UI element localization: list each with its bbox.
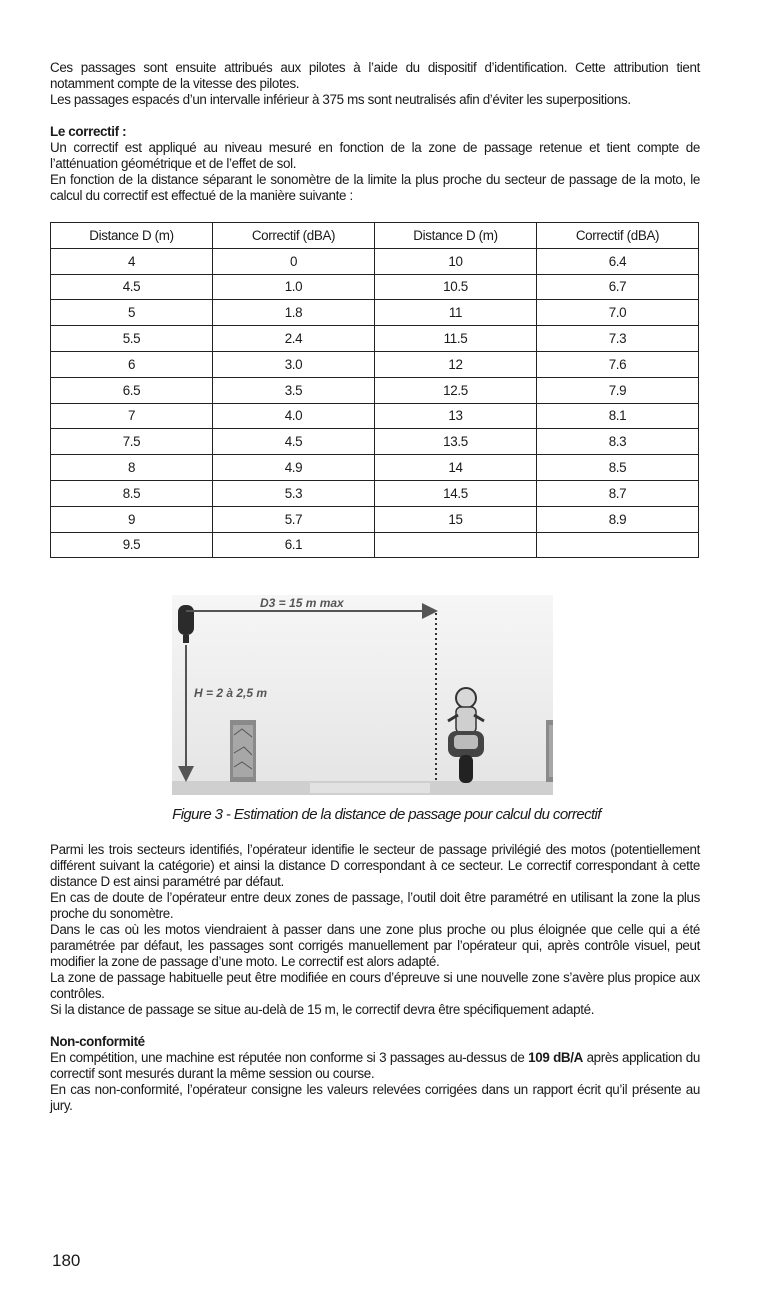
nonconformite-paragraph-2: En cas non-conformité, l’opérateur consigne les valeurs relevées corrigées dans un rapport écrit qu’il présente au jury. (50, 1082, 700, 1113)
table-row (51, 429, 699, 455)
table-cell: 10.5 (375, 274, 537, 300)
barrier-left (230, 720, 256, 782)
lower-paragraph-5: Si la distance de passage se situe au-delà de 15 m, le correctif devra être spécifiquement adapté. (50, 1002, 595, 1017)
correctif-heading: Le correctif : (50, 124, 127, 139)
nonconformite-paragraph-1 (50, 1050, 700, 1082)
table-cell: 4.5 (213, 429, 375, 455)
table-cell: 12.5 (375, 377, 537, 403)
table-cell: 1.0 (213, 274, 375, 300)
table-cell: 3.0 (213, 351, 375, 377)
table-cell: 14.5 (375, 480, 537, 506)
intro-paragraph-2: Les passages espacés d’un intervalle inférieur à 375 ms sont neutralisés afin d’éviter les superpositions. (50, 92, 631, 107)
table-cell: 13 (375, 403, 537, 429)
lower-paragraph-4: La zone de passage habituelle peut être modifiée en cours d’épreuve si une nouvelle zone s’avère plus propice aux contrôles. (50, 970, 700, 1001)
table-cell: 8.7 (537, 480, 699, 506)
table-cell: 15 (375, 506, 537, 532)
table-cell: 5.3 (213, 480, 375, 506)
table-cell: 12 (375, 351, 537, 377)
table-cell: 7.3 (537, 326, 699, 352)
table-cell: 6 (51, 351, 213, 377)
table-cell: 2.4 (213, 326, 375, 352)
table-cell (375, 532, 537, 558)
intro-paragraph-1: Ces passages sont ensuite attribués aux pilotes à l’aide du dispositif d’identification. Cette attribution tient notamment compte de la vitesse des pilotes. (50, 60, 700, 91)
table-row (51, 351, 699, 377)
document-body (50, 60, 700, 558)
table-cell: 11 (375, 300, 537, 326)
table-header-cell: Distance D (m) (51, 223, 213, 249)
table-cell: 10 (375, 248, 537, 274)
table-cell: 6.1 (213, 532, 375, 558)
table-cell: 11.5 (375, 326, 537, 352)
table-cell: 4.0 (213, 403, 375, 429)
table-cell: 13.5 (375, 429, 537, 455)
table-cell: 14 (375, 455, 537, 481)
table-cell: 7.5 (51, 429, 213, 455)
table-cell: 9 (51, 506, 213, 532)
lower-paragraph-3: Dans le cas où les motos viendraient à passer dans une zone plus proche ou plus éloignée que celle qui a été paramétrée par défaut, les passages sont corrigés manuellement par l’opérateur qui, après contrôle visuel, peut modifier la zone de passage d’une moto. Le correctif est alors adapté. (50, 922, 700, 969)
table-cell (537, 532, 699, 558)
table-cell: 6.7 (537, 274, 699, 300)
table-cell: 8.9 (537, 506, 699, 532)
table-cell: 1.8 (213, 300, 375, 326)
table-header-row (51, 223, 699, 249)
passage-distance-figure (172, 595, 553, 795)
threshold-value: 109 dB/A (528, 1050, 583, 1065)
table-cell: 8.5 (51, 480, 213, 506)
table-cell: 5.7 (213, 506, 375, 532)
distance-label: D3 = 15 m max (260, 596, 344, 610)
table-cell: 4.9 (213, 455, 375, 481)
table-body (51, 248, 699, 558)
table-cell: 8 (51, 455, 213, 481)
barrier-right (546, 720, 553, 782)
table-row (51, 532, 699, 558)
table-cell: 7 (51, 403, 213, 429)
page-number: 180 (52, 1251, 81, 1270)
correctif-table (50, 222, 699, 558)
correctif-paragraph-2: En fonction de la distance séparant le sonomètre de la limite la plus proche du secteur de passage de la moto, le calcul du correctif est effectué de la manière suivante : (50, 172, 700, 203)
table-cell: 4 (51, 248, 213, 274)
table-header-cell: Distance D (m) (375, 223, 537, 249)
table-cell: 7.9 (537, 377, 699, 403)
table-row (51, 326, 699, 352)
table-row (51, 248, 699, 274)
table-cell: 5 (51, 300, 213, 326)
table-cell: 0 (213, 248, 375, 274)
table-header-cell: Correctif (dBA) (213, 223, 375, 249)
figure-caption: Figure 3 - Estimation de la distance de passage pour calcul du correctif (172, 806, 601, 823)
table-cell: 6.5 (51, 377, 213, 403)
lower-paragraph-2: En cas de doute de l’opérateur entre deux zones de passage, l’outil doit être paramétré en utilisant la zone la plus proche du sonomètre. (50, 890, 700, 921)
table-cell: 4.5 (51, 274, 213, 300)
table-cell: 5.5 (51, 326, 213, 352)
table-cell: 7.6 (537, 351, 699, 377)
table-row (51, 455, 699, 481)
table-cell: 7.0 (537, 300, 699, 326)
correctif-paragraph-1: Un correctif est appliqué au niveau mesuré en fonction de la zone de passage retenue et tient compte de l’atténuation géométrique et de l’effet de sol. (50, 140, 700, 171)
lower-section (50, 842, 700, 1114)
table-cell: 6.4 (537, 248, 699, 274)
table-cell: 9.5 (51, 532, 213, 558)
table-cell: 8.1 (537, 403, 699, 429)
table-cell: 8.3 (537, 429, 699, 455)
table-cell: 3.5 (213, 377, 375, 403)
table-cell: 8.5 (537, 455, 699, 481)
height-label: H = 2 à 2,5 m (194, 686, 268, 700)
nonconformite-heading: Non-conformité (50, 1034, 145, 1049)
table-row (51, 300, 699, 326)
table-row (51, 377, 699, 403)
table-row (51, 480, 699, 506)
lower-paragraph-1: Parmi les trois secteurs identifiés, l’opérateur identifie le secteur de passage privilégié des motos (potentiellement différent suivant la catégorie) et ainsi la distance D correspondant à ce secteur. Le correctif correspondant à cette distance D est ainsi paramétré par défaut. (50, 842, 700, 889)
table-row (51, 403, 699, 429)
table-row (51, 274, 699, 300)
nonconf-text-after: après application du correctif sont mesurés durant la même session ou course. (50, 1050, 700, 1081)
table-row (51, 506, 699, 532)
nonconf-text-before: En compétition, une machine est réputée non conforme si 3 passages au-dessus de (50, 1050, 529, 1065)
table-header-cell: Correctif (dBA) (537, 223, 699, 249)
